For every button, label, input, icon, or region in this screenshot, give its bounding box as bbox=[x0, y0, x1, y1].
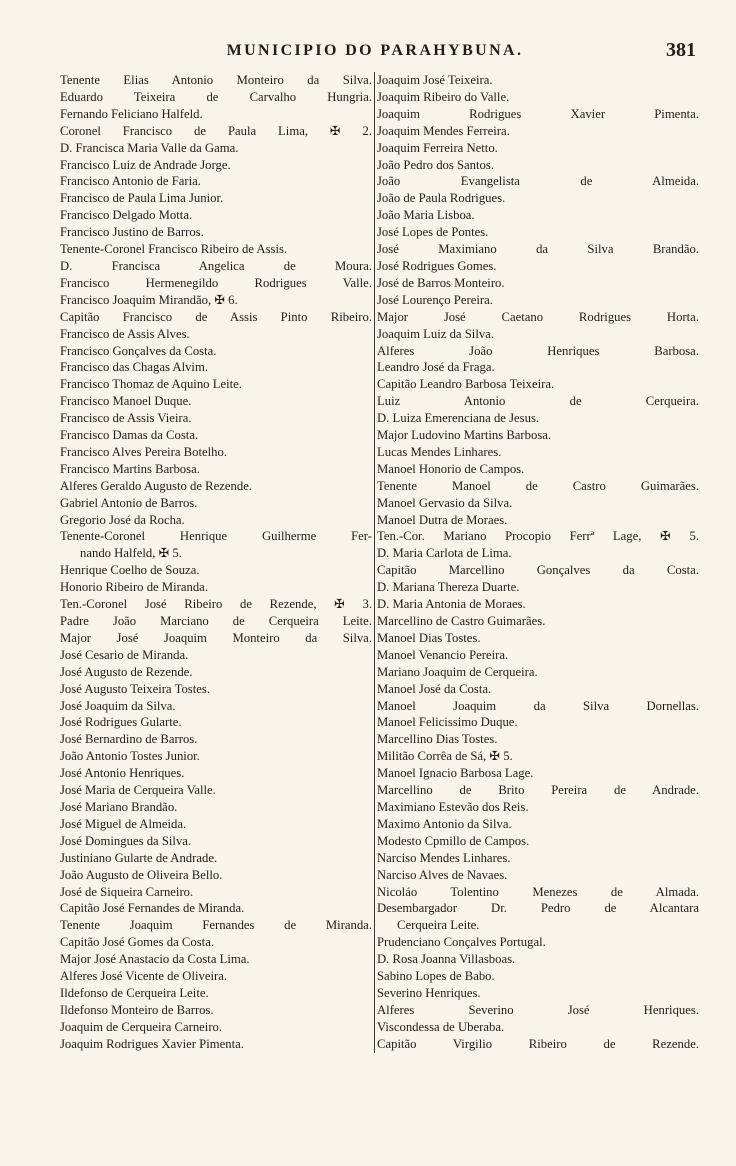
name-entry: Coronel Francisco de Paula Lima, ✠ 2. bbox=[60, 123, 372, 138]
name-entry: Francisco Manoel Duque. bbox=[60, 394, 192, 409]
name-entry: D. Francisca Angelica de Moura. bbox=[60, 258, 372, 273]
name-entry: Manoel Dias Tostes. bbox=[377, 630, 481, 645]
name-entry: Alferes João Henriques Barbosa. bbox=[377, 343, 699, 358]
name-entry: Cerqueira Leite. bbox=[397, 918, 480, 933]
right-column-list bbox=[374, 72, 699, 1053]
name-entry: Alferes Severino José Henriques. bbox=[377, 1002, 699, 1017]
name-entry: Manoel Ignacio Barbosa Lage. bbox=[377, 766, 534, 781]
name-entry: Modesto Cpmillo de Campos. bbox=[377, 833, 530, 848]
name-entry: Joaquim Rodrigues Xavier Pimenta. bbox=[60, 1036, 244, 1051]
name-entry: Francisco Hermenegildo Rodrigues Valle. bbox=[60, 275, 372, 290]
name-entry: Manoel Honorio de Campos. bbox=[377, 461, 525, 476]
name-entry: Joaquim Mendes Ferreira. bbox=[377, 123, 510, 138]
name-entry: João Pedro dos Santos. bbox=[377, 157, 495, 172]
name-entry: Tenente-Coronel Francisco Ribeiro de Assis. bbox=[60, 242, 288, 257]
name-entry: José Rodrigues Gularte. bbox=[60, 715, 182, 730]
name-entry: José Augusto Teixeira Tostes. bbox=[60, 681, 210, 696]
name-entry: Joaquim Ribeiro do Valle. bbox=[377, 89, 510, 104]
name-entry: Capitão José Gomes da Costa. bbox=[60, 935, 214, 950]
name-entry: Marcellino Dias Tostes. bbox=[377, 732, 498, 747]
name-entry: Francisco Justino de Barros. bbox=[60, 225, 204, 240]
name-entry: Gregorio José da Rocha. bbox=[60, 512, 185, 527]
name-entry: Major José Joaquim Monteiro da Silva. bbox=[60, 630, 372, 645]
name-entry: Francisco das Chagas Alvim. bbox=[60, 360, 208, 375]
name-entry: José Maria de Cerqueira Valle. bbox=[60, 783, 216, 798]
name-entry: José Joaquim da Silva. bbox=[60, 698, 176, 713]
name-entry: Sabino Lopes de Babo. bbox=[377, 969, 495, 984]
name-entry: Joaquim de Cerqueira Carneiro. bbox=[60, 1019, 223, 1034]
name-entry: Joaquim José Teixeira. bbox=[377, 73, 493, 87]
name-entry: João Maria Lisboa. bbox=[377, 208, 475, 223]
name-entry: Justiniano Gularte de Andrade. bbox=[60, 850, 218, 865]
name-entry: Desembargador Dr. Pedro de Alcantara bbox=[377, 901, 699, 916]
name-entry: Francisco de Assis Vieira. bbox=[60, 411, 192, 426]
name-entry: Prudenciano Conçalves Portugal. bbox=[377, 935, 546, 950]
name-entry: José Maximiano da Silva Brandão. bbox=[377, 242, 699, 257]
name-entry: Joaquim Luiz da Silva. bbox=[377, 326, 494, 341]
name-entry: José Lourenço Pereira. bbox=[377, 292, 493, 307]
name-entry: Ildefonso Monteiro de Barros. bbox=[60, 1002, 214, 1017]
name-entry: Ildefonso de Cerqueira Leite. bbox=[60, 985, 209, 1000]
name-entry: Major José Caetano Rodrigues Horta. bbox=[377, 309, 699, 324]
name-entry: Alferes José Vicente de Oliveira. bbox=[60, 969, 228, 984]
name-entry: José Augusto de Rezende. bbox=[60, 664, 193, 679]
name-entry: D. Rosa Joanna Villasboas. bbox=[377, 952, 516, 967]
name-entry: Ten.-Cor. Mariano Procopio Ferrª Lage, ✠ 5. bbox=[377, 529, 699, 544]
name-entry: Luiz Antonio de Cerqueira. bbox=[377, 394, 699, 409]
name-entry: José de Barros Monteiro. bbox=[377, 275, 505, 290]
name-entry: Manoel Joaquim da Silva Dornellas. bbox=[377, 698, 699, 713]
name-entry: Major Ludovino Martins Barbosa. bbox=[377, 428, 552, 443]
name-entry: Lucas Mendes Linhares. bbox=[377, 444, 502, 459]
name-entry: Marcellino de Castro Guimarães. bbox=[377, 614, 546, 628]
name-entry: Tenente Elias Antonio Monteiro da Silva. bbox=[60, 73, 372, 87]
name-entry: Capitão José Fernandes de Miranda. bbox=[60, 901, 245, 916]
name-entry: nando Halfeld, ✠ 5. bbox=[80, 546, 182, 561]
name-entry: Manoel Venancio Pereira. bbox=[377, 647, 509, 662]
name-entry: José Cesario de Miranda. bbox=[60, 647, 189, 662]
name-entry: Gabriel Antonio de Barros. bbox=[60, 495, 198, 510]
name-entry: Honorio Ribeiro de Miranda. bbox=[60, 580, 208, 595]
name-entry: D. Maria Carlota de Lima. bbox=[377, 546, 512, 561]
name-entry: Francisco Antonio de Faria. bbox=[60, 174, 201, 189]
name-entry: Francisco Damas da Costa. bbox=[60, 428, 199, 443]
name-entry: José Domingues da Silva. bbox=[60, 833, 192, 848]
name-entry: Maximo Antonio da Silva. bbox=[377, 816, 512, 831]
name-entry: Capitão Leandro Barbosa Teixeira. bbox=[377, 377, 555, 392]
name-entry: João Augusto de Oliveira Bello. bbox=[60, 867, 223, 882]
name-entry: Padre João Marciano de Cerqueira Leite. bbox=[60, 614, 372, 628]
page-header bbox=[60, 39, 696, 66]
name-entry: Narciso Alves de Navaes. bbox=[377, 867, 508, 882]
name-entry: Manoel José da Costa. bbox=[377, 681, 492, 696]
name-entry: José de Siqueira Carneiro. bbox=[60, 884, 194, 899]
name-entry: Tenente Manoel de Castro Guimarães. bbox=[377, 478, 699, 493]
name-entry: Manoel Gervasio da Silva. bbox=[377, 495, 513, 510]
name-entry: Francisco Joaquim Mirandão, ✠ 6. bbox=[60, 292, 238, 307]
name-entry: João de Paula Rodrigues. bbox=[377, 191, 506, 206]
name-entry: Nicoláo Tolentino Menezes de Almada. bbox=[377, 884, 699, 899]
name-entry: Mariano Joaquim de Cerqueira. bbox=[377, 664, 538, 679]
name-entry: Eduardo Teixeira de Carvalho Hungria. bbox=[60, 89, 372, 104]
name-entry: Henrique Coelho de Souza. bbox=[60, 563, 200, 578]
left-column-list bbox=[60, 72, 372, 1053]
name-entry: José Lopes de Pontes. bbox=[377, 225, 489, 240]
name-entry: Manoel Dutra de Moraes. bbox=[377, 512, 508, 527]
name-entry: Fernando Feliciano Halfeld. bbox=[60, 106, 203, 121]
name-entry: José Antonio Henriques. bbox=[60, 766, 185, 781]
name-entry: Capitão Marcellino Gonçalves da Costa. bbox=[377, 563, 699, 578]
name-entry: Severino Henriques. bbox=[377, 985, 481, 1000]
name-entry: Francisco Gonçalves da Costa. bbox=[60, 343, 217, 358]
name-entry: Capitão Virgilio Ribeiro de Rezende. bbox=[377, 1036, 699, 1051]
name-entry: Francisco de Paula Lima Junior. bbox=[60, 191, 224, 206]
name-entry: Major José Anastacio da Costa Lima. bbox=[60, 952, 250, 967]
name-entry: D. Mariana Thereza Duarte. bbox=[377, 580, 520, 595]
name-entry: João Evangelista de Almeida. bbox=[377, 174, 699, 189]
name-entry: D. Maria Antonia de Moraes. bbox=[377, 597, 526, 612]
name-entry: Manoel Felicissimo Duque. bbox=[377, 715, 518, 730]
name-entry: Francisco Martins Barbosa. bbox=[60, 461, 200, 476]
name-entry: Viscondessa de Uberaba. bbox=[377, 1019, 505, 1034]
name-entry: José Rodrigues Gomes. bbox=[377, 258, 497, 273]
name-entry: José Bernardino de Barros. bbox=[60, 732, 198, 747]
name-entry: Marcellino de Brito Pereira de Andrade. bbox=[377, 783, 699, 798]
name-entry: Ten.-Coronel José Ribeiro de Rezende, ✠ 3. bbox=[60, 597, 372, 612]
page-number: 381 bbox=[666, 39, 696, 61]
name-entry: Capitão Francisco de Assis Pinto Ribeiro. bbox=[60, 309, 372, 324]
name-entry: Francisco de Assis Alves. bbox=[60, 326, 190, 341]
name-entry: Tenente-Coronel Henrique Guilherme Fer- bbox=[60, 529, 372, 544]
name-entry: Joaquim Rodrigues Xavier Pimenta. bbox=[377, 106, 699, 121]
name-entry: Joaquim Ferreira Netto. bbox=[377, 140, 498, 155]
name-entry: Francisco Thomaz de Aquino Leite. bbox=[60, 377, 242, 392]
name-entry: Leandro José da Fraga. bbox=[377, 360, 495, 375]
name-entry: Narciso Mendes Linhares. bbox=[377, 850, 511, 865]
name-entry: Militão Corrêa de Sá, ✠ 5. bbox=[377, 749, 513, 764]
name-entry: Tenente Joaquim Fernandes de Miranda. bbox=[60, 918, 372, 933]
name-entry: D. Francisca Maria Valle da Gama. bbox=[60, 140, 239, 155]
name-entry: Francisco Alves Pereira Botelho. bbox=[60, 444, 228, 459]
name-entry: José Miguel de Almeida. bbox=[60, 816, 187, 831]
name-entry: D. Luiza Emerenciana de Jesus. bbox=[377, 411, 540, 426]
name-entry: José Mariano Brandão. bbox=[60, 799, 178, 814]
page-title: MUNICIPIO DO PARAHYBUNA. bbox=[226, 42, 524, 59]
name-entry: Maximiano Estevão dos Reis. bbox=[377, 799, 529, 814]
name-entry: Francisco Luiz de Andrade Jorge. bbox=[60, 157, 231, 172]
name-entry: João Antonio Tostes Junior. bbox=[60, 749, 200, 764]
name-entry: Alferes Geraldo Augusto de Rezende. bbox=[60, 478, 253, 493]
name-entry: Francisco Delgado Motta. bbox=[60, 208, 193, 223]
